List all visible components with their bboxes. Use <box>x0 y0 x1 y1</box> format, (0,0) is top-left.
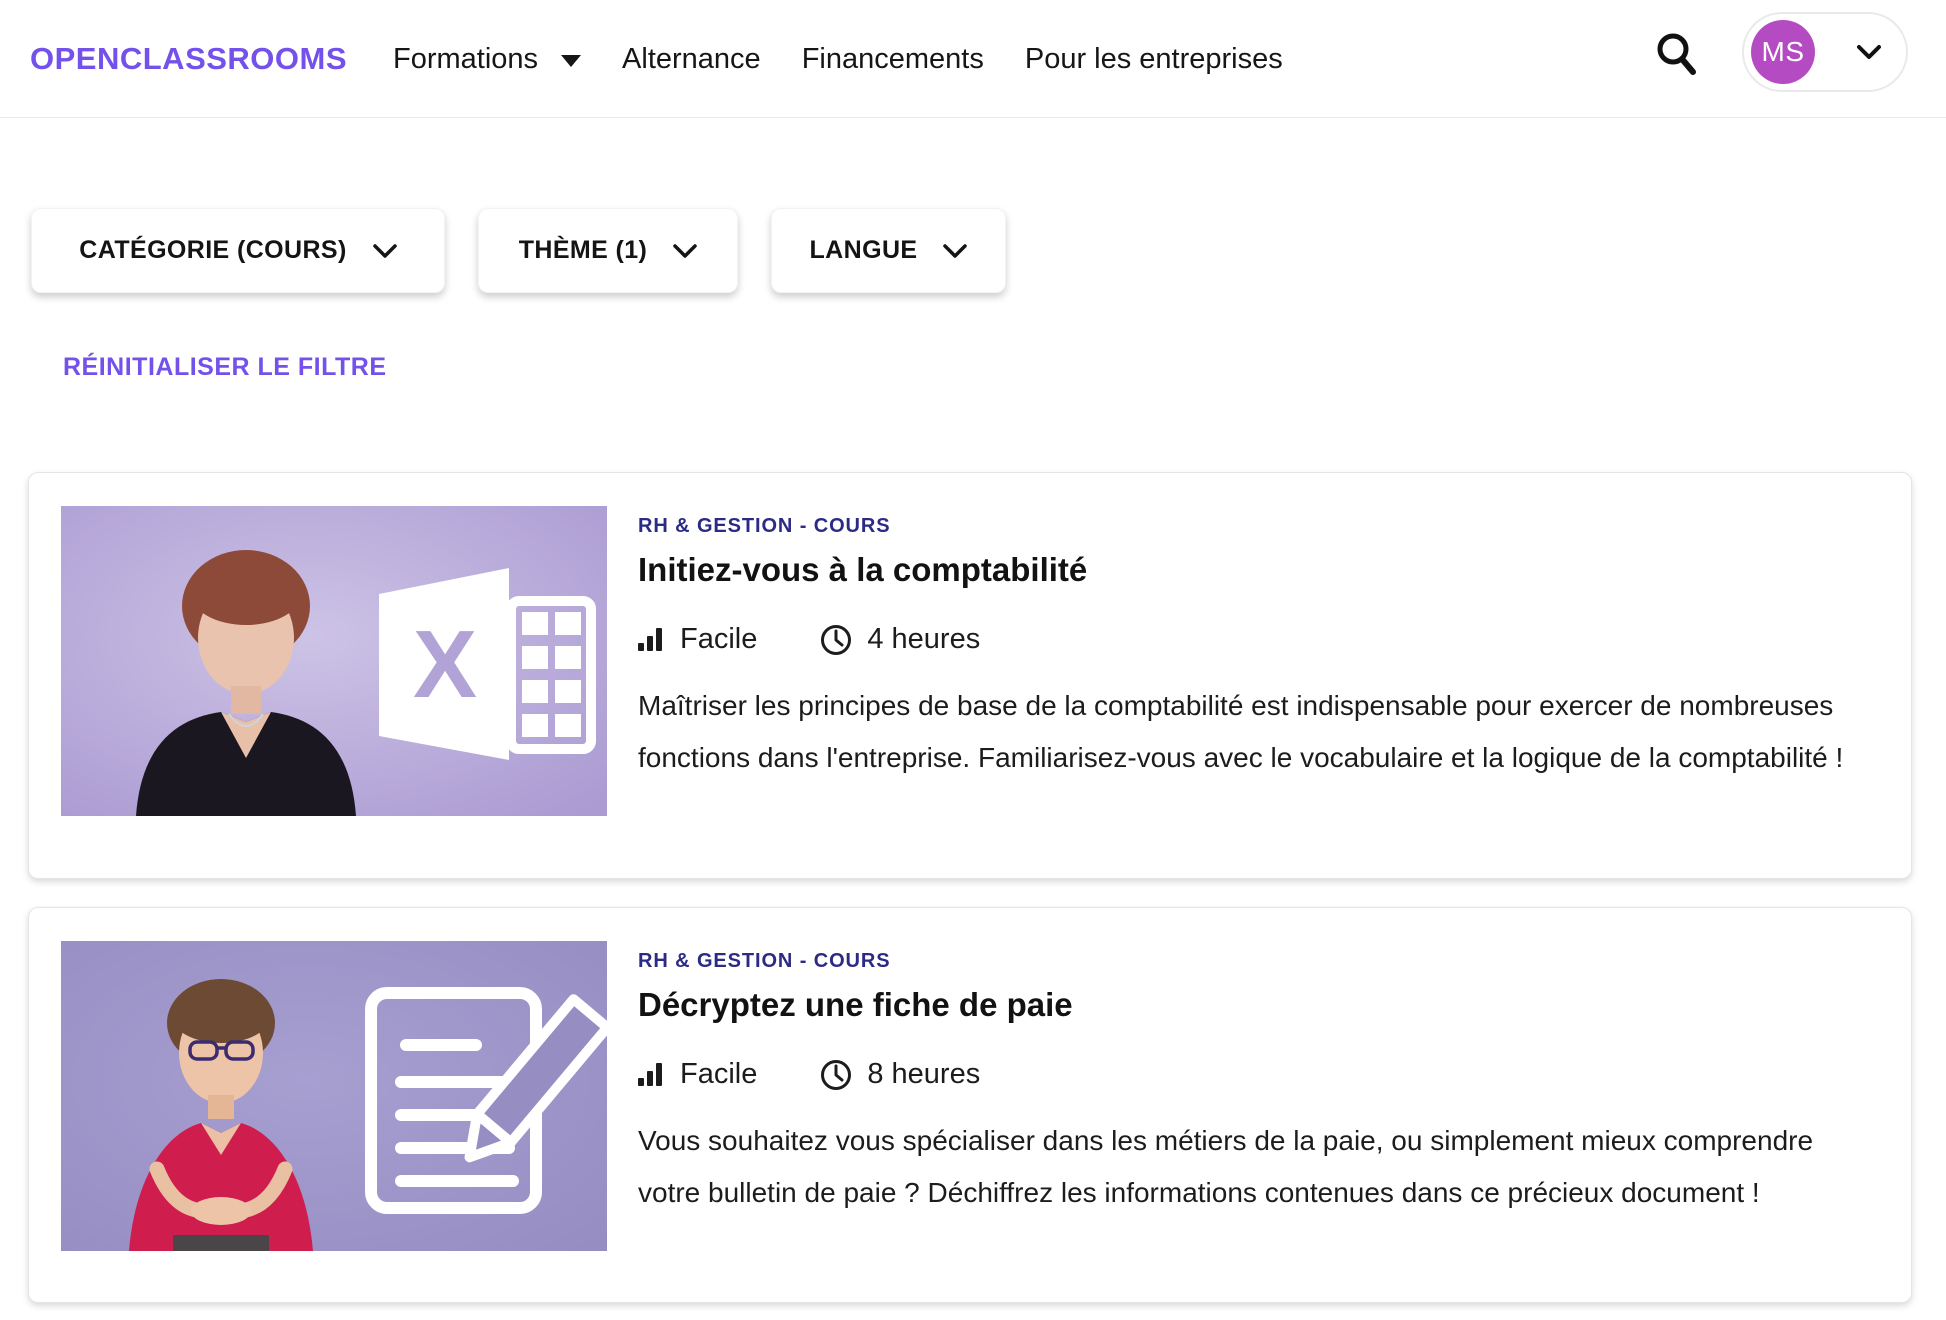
course-thumbnail[interactable] <box>61 941 607 1251</box>
avatar: MS <box>1751 20 1815 84</box>
filter-theme-button[interactable]: THÈME (1) <box>478 208 738 293</box>
svg-text:X: X <box>412 611 478 718</box>
reset-filter-link[interactable]: RÉINITIALISER LE FILTRE <box>63 353 387 381</box>
course-meta <box>638 1058 1877 1091</box>
account-menu[interactable] <box>1742 12 1908 92</box>
course-meta <box>638 623 1877 656</box>
course-duration: 4 heures <box>867 623 981 655</box>
course-duration: 8 heures <box>867 1058 981 1090</box>
course-level: Facile <box>680 623 758 655</box>
filter-langue-button[interactable]: LANGUE <box>771 208 1006 293</box>
chevron-down-icon <box>943 244 967 258</box>
main-nav <box>393 0 1283 118</box>
filter-bar <box>31 208 1006 293</box>
document-pencil-icon <box>61 941 607 1251</box>
nav-item-formations[interactable]: Formations <box>393 43 581 76</box>
chevron-down-icon <box>373 244 397 258</box>
excel-spreadsheet-icon <box>61 506 607 816</box>
clock-icon <box>820 624 852 656</box>
nav-item-financements[interactable]: Financements <box>801 42 984 75</box>
course-title[interactable]: Décryptez une fiche de paie <box>638 986 1073 1023</box>
difficulty-bars-icon <box>638 1061 665 1089</box>
dropdown-caret-icon <box>561 55 581 67</box>
course-description: Vous souhaitez vous spécialiser dans les métiers de la paie, ou simplement mieux comprendre votre bulletin de paie ? Déchiffrez les informations contenues dans ce précieux document ! <box>638 1125 1814 1208</box>
chevron-down-icon <box>1854 42 1884 62</box>
search-icon <box>1654 31 1700 77</box>
course-description: Maîtriser les principes de base de la comptabilité est indispensable pour exercer de nombreuses fonctions dans l'entreprise. Familiarisez-vous avec le vocabulaire et la logique de la comptabilité ! <box>638 690 1844 773</box>
nav-item-alternance[interactable]: Alternance <box>622 42 761 75</box>
course-card[interactable] <box>28 907 1912 1303</box>
course-card[interactable] <box>28 472 1912 879</box>
chevron-down-icon <box>673 244 697 258</box>
filter-categorie-button[interactable]: CATÉGORIE (COURS) <box>31 208 445 293</box>
search-button[interactable] <box>1645 22 1709 86</box>
course-level: Facile <box>680 1058 758 1090</box>
course-card-body <box>638 908 1877 1219</box>
course-card-body <box>638 473 1877 784</box>
openclassrooms-logo[interactable]: OPENCLASSROOMS <box>30 40 348 76</box>
nav-item-pour-les-entreprises[interactable]: Pour les entreprises <box>1024 42 1283 75</box>
course-title[interactable]: Initiez-vous à la comptabilité <box>638 551 1088 588</box>
clock-icon <box>820 1059 852 1091</box>
course-category: RH & GESTION - COURS <box>638 950 891 972</box>
course-category: RH & GESTION - COURS <box>638 515 891 537</box>
top-navigation-bar <box>0 0 1946 118</box>
difficulty-bars-icon <box>638 626 665 654</box>
course-thumbnail[interactable] <box>61 506 607 816</box>
